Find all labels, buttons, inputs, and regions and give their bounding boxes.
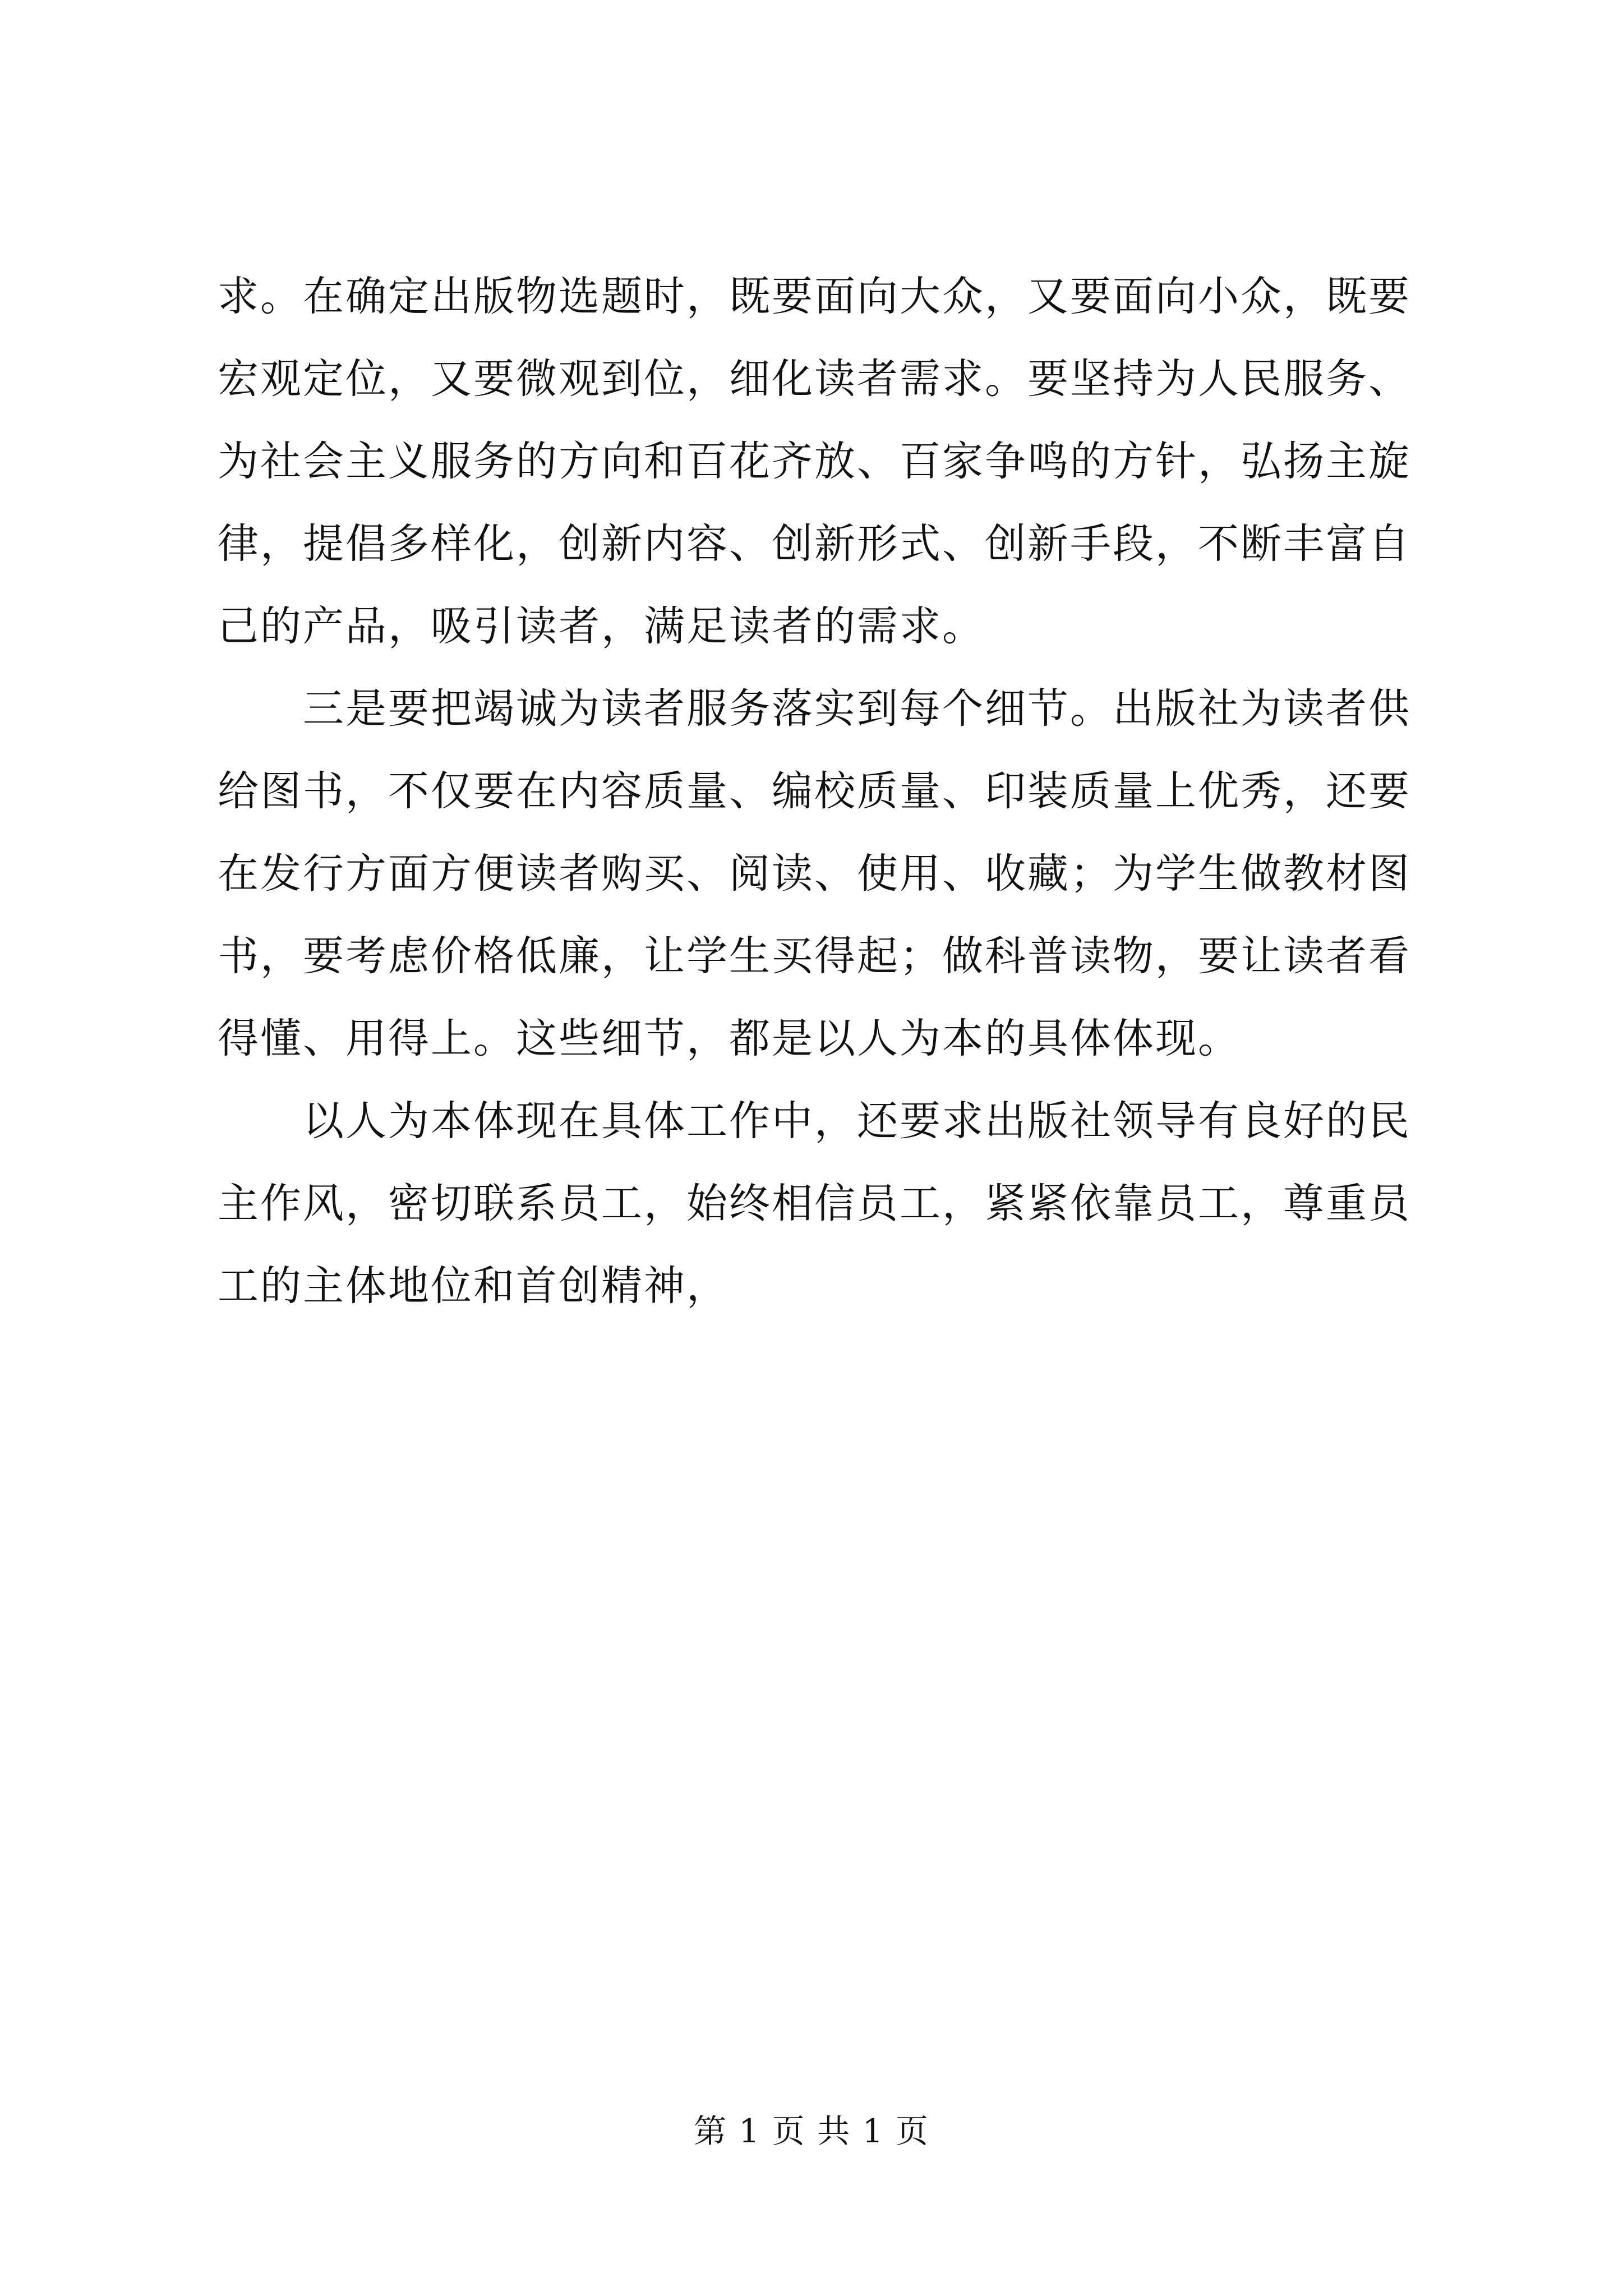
- body-line: 为社会主义服务的方向和百花齐放、百家争鸣的方针，弘扬主旋: [218, 438, 1411, 485]
- page-number-footer: 第 1 页 共 1 页: [694, 2112, 929, 2150]
- body-line: 给图书，不仅要在内容质量、编校质量、印装质量上优秀，还要: [218, 767, 1411, 815]
- body-line: 主作风，密切联系员工，始终相信员工，紧紧依靠员工，尊重员: [218, 1180, 1411, 1227]
- body-line: 宏观定位，又要微观到位，细化读者需求。要坚持为人民服务、: [218, 355, 1411, 403]
- body-line: 己的产品，吸引读者，满足读者的需求。: [218, 602, 985, 650]
- body-line: 求。在确定出版物选题时，既要面向大众，又要面向小众，既要: [218, 273, 1411, 320]
- body-line: 书，要考虑价格低廉，让学生买得起；做科普读物，要让读者看: [218, 932, 1411, 980]
- body-line: 工的主体地位和首创精神，: [218, 1262, 729, 1310]
- body-line: 律，提倡多样化，创新内容、创新形式、创新手段，不断丰富自: [218, 520, 1411, 568]
- body-line: 在发行方面方便读者购买、阅读、使用、收藏；为学生做教材图: [218, 850, 1411, 898]
- body-line: 得懂、用得上。这些细节，都是以人为本的具体体现。: [218, 1015, 1241, 1062]
- body-line: 三是要把竭诚为读者服务落实到每个细节。出版社为读者供: [218, 685, 1411, 733]
- document-body: [218, 255, 1418, 1327]
- body-line: 以人为本体现在具体工作中，还要求出版社领导有良好的民: [218, 1097, 1411, 1145]
